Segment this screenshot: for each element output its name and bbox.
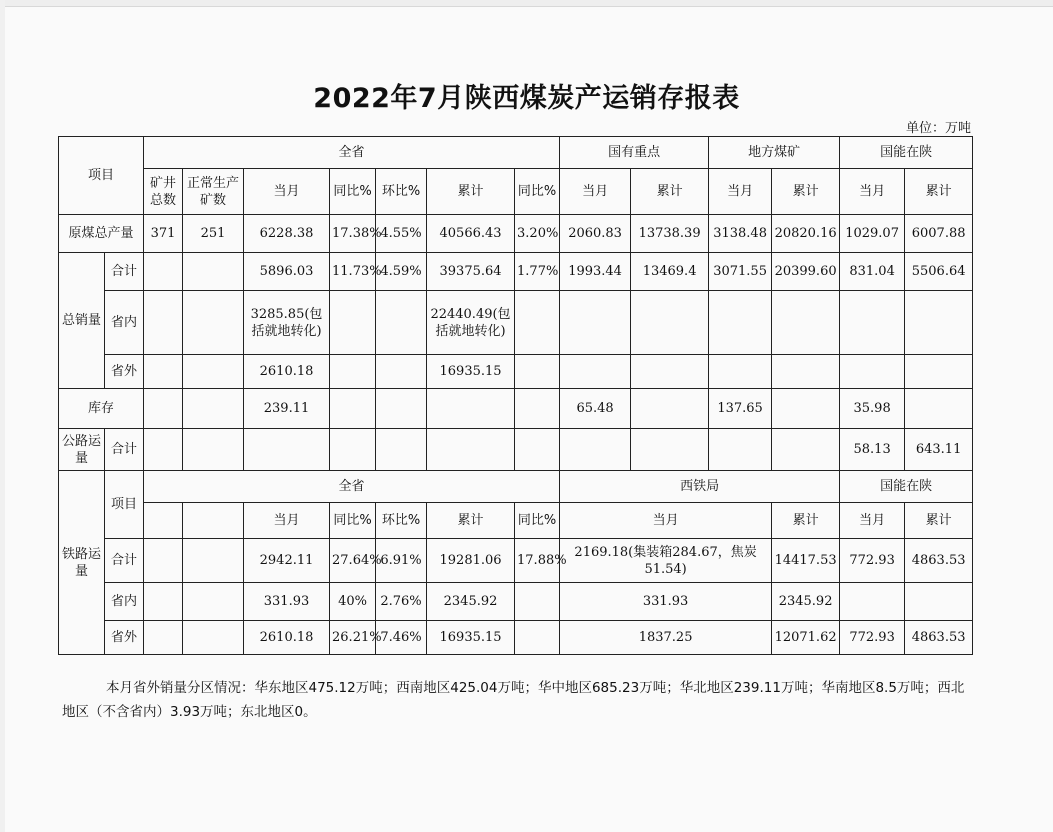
cell: 13738.39 — [631, 215, 709, 253]
empty-cell — [144, 291, 183, 355]
road-row — [59, 429, 973, 471]
cell: 6007.88 — [905, 215, 973, 253]
cell: 239.11 — [244, 389, 330, 429]
cell: 27.64% — [330, 539, 376, 583]
empty-cell — [330, 429, 376, 471]
cell: 643.11 — [905, 429, 973, 471]
rail-header-row-2 — [59, 503, 973, 539]
empty-cell — [515, 355, 560, 389]
cell: 3285.85(包括就地转化) — [244, 291, 330, 355]
cell: 1029.07 — [840, 215, 905, 253]
cell: 2345.92 — [427, 583, 515, 621]
empty-cell — [560, 291, 631, 355]
empty-cell — [840, 291, 905, 355]
header-row-1 — [59, 137, 973, 169]
local-cum-header: 累计 — [772, 169, 840, 215]
cell: 6228.38 — [244, 215, 330, 253]
normal-mines-header: 正常生产矿数 — [183, 169, 244, 215]
report-title: 2022年7月陕西煤炭产运销存报表 — [313, 83, 740, 114]
empty-cell — [183, 253, 244, 291]
rail-inside-row — [59, 583, 973, 621]
empty-cell — [905, 291, 973, 355]
cell: 22440.49(包括就地转化) — [427, 291, 515, 355]
cell: 7.46% — [376, 621, 427, 655]
cell: 331.93 — [244, 583, 330, 621]
sales-total-row — [59, 253, 973, 291]
cell: 58.13 — [840, 429, 905, 471]
state-month-header: 当月 — [560, 169, 631, 215]
empty-cell — [560, 429, 631, 471]
regional-sales-note — [62, 676, 974, 724]
cell: 251 — [183, 215, 244, 253]
row-label: 合计 — [105, 429, 144, 471]
mom-header: 环比% — [376, 169, 427, 215]
empty-cell — [515, 621, 560, 655]
province-header: 全省 — [144, 137, 560, 169]
note-text: 本月省外销量分区情况：华东地区475.12万吨；西南地区425.04万吨；华中地区685.23万吨；华北地区239.11万吨；华南地区8.5万吨；西北地区（不含省内）3.93万吨；东北地区0。 — [62, 680, 965, 720]
empty-cell — [144, 429, 183, 471]
cell: 772.93 — [840, 539, 905, 583]
empty-cell — [427, 429, 515, 471]
cum-yoy-header: 同比% — [515, 169, 560, 215]
empty-cell — [144, 253, 183, 291]
mine-total-header: 矿井总数 — [144, 169, 183, 215]
rail-outside-row — [59, 621, 973, 655]
cell: 2610.18 — [244, 621, 330, 655]
rail-cum-header: 累计 — [427, 503, 515, 539]
cell: 371 — [144, 215, 183, 253]
header-row-2 — [59, 169, 973, 215]
cell: 831.04 — [840, 253, 905, 291]
empty-cell — [631, 355, 709, 389]
xitie-cum-header: 累计 — [772, 503, 840, 539]
xitie-month-header: 当月 — [560, 503, 772, 539]
empty-cell — [631, 291, 709, 355]
item-header: 项目 — [59, 137, 144, 215]
empty-cell — [840, 583, 905, 621]
empty-cell — [840, 355, 905, 389]
rail-total-row — [59, 539, 973, 583]
cell: 1837.25 — [560, 621, 772, 655]
rail-header-row-1 — [59, 471, 973, 503]
empty-cell — [183, 429, 244, 471]
rail-label: 铁路运量 — [59, 471, 105, 655]
cell: 4.59% — [376, 253, 427, 291]
cell: 16935.15 — [427, 621, 515, 655]
empty-cell — [905, 583, 973, 621]
rail-province-header: 全省 — [144, 471, 560, 503]
cell: 331.93 — [560, 583, 772, 621]
cell: 35.98 — [840, 389, 905, 429]
cell: 14417.53 — [772, 539, 840, 583]
rail-mom-header: 环比% — [376, 503, 427, 539]
cell: 20820.16 — [772, 215, 840, 253]
cell: 4863.53 — [905, 621, 973, 655]
cell: 2169.18(集装箱284.67，焦炭51.54) — [560, 539, 772, 583]
raw-coal-label: 原煤总产量 — [59, 215, 144, 253]
cell: 65.48 — [560, 389, 631, 429]
stock-row — [59, 389, 973, 429]
cell: 6.91% — [376, 539, 427, 583]
cell: 40566.43 — [427, 215, 515, 253]
cell: 772.93 — [840, 621, 905, 655]
empty-cell — [515, 583, 560, 621]
cell: 17.88% — [515, 539, 560, 583]
empty-cell — [244, 429, 330, 471]
cell: 1.77% — [515, 253, 560, 291]
cell: 3138.48 — [709, 215, 772, 253]
cell: 2345.92 — [772, 583, 840, 621]
cell: 26.21% — [330, 621, 376, 655]
cell: 3071.55 — [709, 253, 772, 291]
empty-cell — [376, 355, 427, 389]
empty-cell — [772, 291, 840, 355]
empty-cell — [144, 621, 183, 655]
empty-cell — [183, 539, 244, 583]
cell: 3.20% — [515, 215, 560, 253]
empty-cell — [515, 429, 560, 471]
empty-cell — [144, 539, 183, 583]
sales-outside-row — [59, 355, 973, 389]
empty-cell — [183, 583, 244, 621]
row-label: 省内 — [105, 291, 144, 355]
cell: 40% — [330, 583, 376, 621]
rail-gn-cum-header: 累计 — [905, 503, 973, 539]
empty-cell — [183, 389, 244, 429]
page-edge-left — [0, 0, 5, 832]
cell: 20399.60 — [772, 253, 840, 291]
empty-cell — [183, 355, 244, 389]
cell: 19281.06 — [427, 539, 515, 583]
guoneng-header: 国能在陕 — [840, 137, 973, 169]
sales-inside-row — [59, 291, 973, 355]
empty-cell — [515, 291, 560, 355]
empty-cell — [144, 355, 183, 389]
empty-cell — [183, 291, 244, 355]
xitie-header: 西铁局 — [560, 471, 840, 503]
state-cum-header: 累计 — [631, 169, 709, 215]
row-label: 省外 — [105, 355, 144, 389]
cell: 2610.18 — [244, 355, 330, 389]
empty-cell — [905, 355, 973, 389]
gn-cum-header: 累计 — [905, 169, 973, 215]
unit-label: 单位：万吨 — [905, 121, 971, 136]
empty-cell — [709, 355, 772, 389]
state-key-header: 国有重点 — [560, 137, 709, 169]
empty-cell — [376, 291, 427, 355]
empty-cell — [183, 621, 244, 655]
empty-cell — [772, 389, 840, 429]
row-label: 省内 — [105, 583, 144, 621]
empty-cell — [330, 291, 376, 355]
empty-cell — [709, 291, 772, 355]
row-label: 合计 — [105, 539, 144, 583]
cell: 13469.4 — [631, 253, 709, 291]
row-label: 合计 — [105, 253, 144, 291]
empty-cell — [772, 355, 840, 389]
cell: 4.55% — [376, 215, 427, 253]
empty-cell — [144, 503, 183, 539]
rail-yoy-header: 同比% — [330, 503, 376, 539]
empty-cell — [560, 355, 631, 389]
empty-cell — [376, 389, 427, 429]
sales-label: 总销量 — [59, 253, 105, 389]
empty-cell — [427, 389, 515, 429]
empty-cell — [144, 583, 183, 621]
empty-cell — [772, 429, 840, 471]
rail-month-header: 当月 — [244, 503, 330, 539]
row-label: 省外 — [105, 621, 144, 655]
empty-cell — [515, 389, 560, 429]
cell: 17.38% — [330, 215, 376, 253]
rail-guoneng-header: 国能在陕 — [840, 471, 973, 503]
rail-gn-month-header: 当月 — [840, 503, 905, 539]
cell: 16935.15 — [427, 355, 515, 389]
cell: 5896.03 — [244, 253, 330, 291]
local-month-header: 当月 — [709, 169, 772, 215]
empty-cell — [330, 389, 376, 429]
cell: 2060.83 — [560, 215, 631, 253]
raw-coal-row — [59, 215, 973, 253]
stock-label: 库存 — [59, 389, 144, 429]
empty-cell — [631, 429, 709, 471]
cell: 11.73% — [330, 253, 376, 291]
cell: 5506.64 — [905, 253, 973, 291]
month-header: 当月 — [244, 169, 330, 215]
cell: 2.76% — [376, 583, 427, 621]
cell: 137.65 — [709, 389, 772, 429]
road-label: 公路运量 — [59, 429, 105, 471]
report-table — [58, 136, 973, 655]
rail-cum-yoy-header: 同比% — [515, 503, 560, 539]
local-mine-header: 地方煤矿 — [709, 137, 840, 169]
empty-cell — [183, 503, 244, 539]
cell: 1993.44 — [560, 253, 631, 291]
empty-cell — [905, 389, 973, 429]
empty-cell — [709, 429, 772, 471]
page-edge — [0, 0, 1053, 7]
cell: 4863.53 — [905, 539, 973, 583]
cumulative-header: 累计 — [427, 169, 515, 215]
rail-item-header: 项目 — [105, 471, 144, 539]
empty-cell — [631, 389, 709, 429]
empty-cell — [330, 355, 376, 389]
gn-month-header: 当月 — [840, 169, 905, 215]
yoy-header: 同比% — [330, 169, 376, 215]
cell: 39375.64 — [427, 253, 515, 291]
empty-cell — [144, 389, 183, 429]
empty-cell — [376, 429, 427, 471]
cell: 12071.62 — [772, 621, 840, 655]
cell: 2942.11 — [244, 539, 330, 583]
